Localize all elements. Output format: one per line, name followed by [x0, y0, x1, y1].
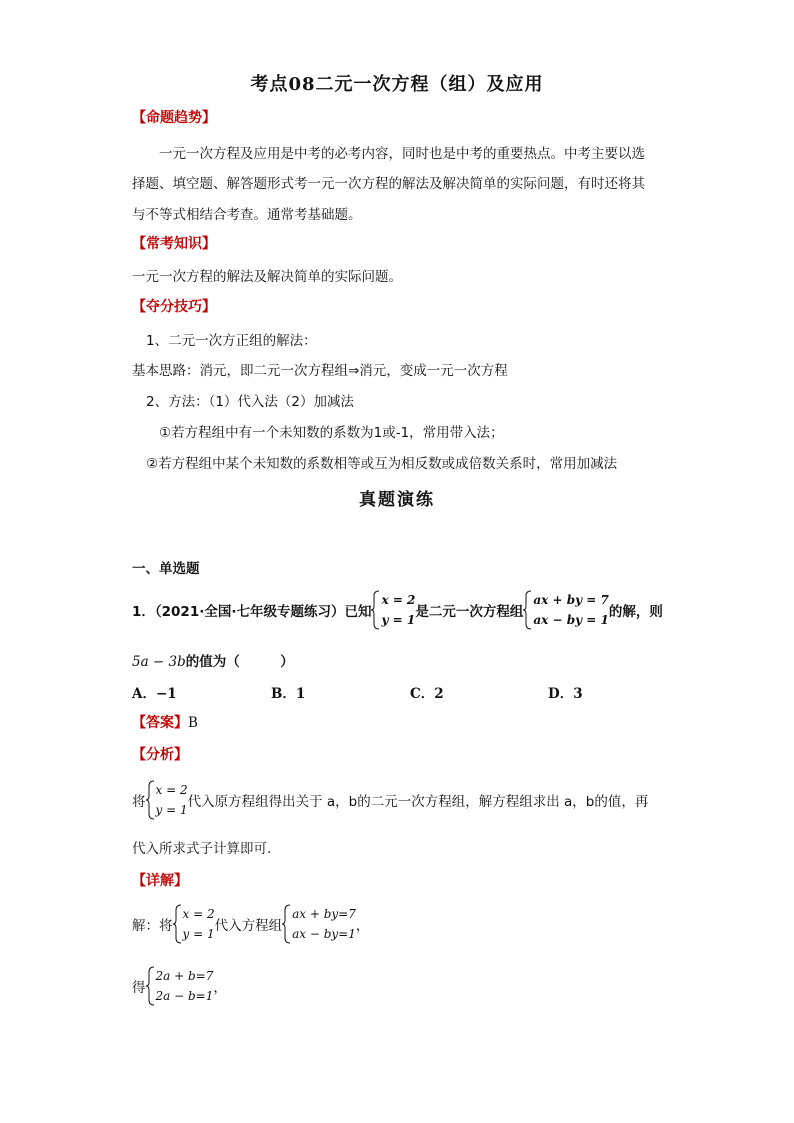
trend-line-1: 一元一次方程及应用是中考的必考内容，同时也是中考的重要热点。中考主要以选: [159, 146, 645, 162]
solution-system: [371, 590, 415, 630]
question-prefix: 1．（2021·全国·七年级专题练习）已知: [132, 604, 372, 620]
answer-value: B: [188, 715, 198, 731]
system-row: ax − by=1: [292, 927, 356, 941]
knowledge-text: 一元一次方程的解法及解决简单的实际问题。: [132, 269, 402, 285]
detail-equation-system: [282, 904, 356, 944]
tips-line-5: ②若方程组中某个未知数的系数相等或互为相反数或成倍数关系时，常用加减法: [146, 456, 618, 472]
detail-step-2: [132, 966, 227, 1006]
analysis-line-1: [132, 780, 648, 820]
system-row: y = 1: [182, 927, 215, 941]
detail-solution-system: [173, 904, 215, 944]
analysis-pre: 将: [132, 794, 146, 810]
tips-line-2: 基本思路：消元，即二元一次方程组⇒消元，变成一元一次方程: [132, 363, 508, 379]
system-row: x = 2: [182, 907, 215, 921]
system-row: y = 1: [381, 613, 416, 627]
detail-step1-mid: 代入方程组: [214, 918, 283, 934]
analysis-header: 【分析】: [132, 747, 188, 763]
question-middle: 是二元一次方程组: [415, 604, 524, 620]
brace-icon: [281, 904, 291, 944]
equation-system: [523, 590, 608, 630]
system-row: x = 2: [381, 593, 416, 607]
detail-derived-system: [146, 966, 214, 1006]
detail-step-1: [132, 904, 369, 944]
question-expression: 5a − 3b: [132, 654, 186, 670]
answer-header: 【答案】: [132, 715, 188, 731]
analysis-post: 代入原方程组得出关于 a，b的二元一次方程组，解方程组求出 a，b的值，再: [187, 794, 649, 810]
answer-line: [132, 712, 198, 732]
knowledge-header: 【常考知识】: [132, 236, 216, 252]
brace-icon: [172, 904, 182, 944]
page-title: 考点08二元一次方程（组）及应用: [250, 74, 544, 95]
system-row: y = 1: [155, 803, 188, 817]
tips-line-4: ①若方程组中有一个未知数的系数为1或-1，常用带入法；: [159, 425, 504, 441]
option-b[interactable]: B．1: [271, 686, 306, 702]
brace-icon: [370, 590, 380, 630]
option-c[interactable]: C．2: [410, 686, 444, 702]
detail-header: 【详解】: [132, 873, 188, 889]
system-row: 2a + b=7: [155, 969, 214, 983]
detail-step2-pre: 得: [132, 980, 146, 996]
brace-icon: [145, 966, 155, 1006]
system-row: 2a − b=1: [155, 989, 214, 1003]
system-row: ax − by = 1: [533, 613, 609, 627]
detail-step2-end: ，: [213, 980, 227, 996]
question-1-line: [132, 590, 663, 630]
brace-icon: [145, 780, 155, 820]
tips-line-1: 1、二元一次方正组的解法：: [146, 333, 317, 349]
option-a[interactable]: A．−1: [132, 686, 177, 702]
trend-line-3: 与不等式相结合考查。通常考基础题。: [132, 207, 362, 223]
trend-header: 【命题趋势】: [132, 110, 216, 126]
detail-step1-end: ，: [355, 918, 370, 934]
analysis-line-2: 代入所求式子计算即可.: [132, 841, 272, 857]
system-row: x = 2: [155, 783, 188, 797]
practice-title: 真题演练: [359, 490, 435, 510]
system-row: ax + by = 7: [533, 593, 609, 607]
system-row: ax + by=7: [292, 907, 356, 921]
question-expr-suffix: 的值为（ ）: [185, 654, 294, 670]
question-1-line-2: [132, 650, 294, 670]
question-suffix: 的解，则: [608, 604, 663, 620]
option-d[interactable]: D．3: [548, 686, 583, 702]
trend-line-2: 择题、填空题、解答题形式考一元一次方程的解法及解决简单的实际问题，有时还将其: [132, 176, 645, 192]
analysis-system: [146, 780, 188, 820]
brace-icon: [522, 590, 532, 630]
tips-line-3: 2、方法：（1）代入法（2）加减法: [146, 394, 355, 410]
part-title: 一、单选题: [132, 561, 200, 577]
detail-step1-pre: 解：将: [132, 918, 173, 934]
tips-header: 【夺分技巧】: [132, 299, 216, 315]
